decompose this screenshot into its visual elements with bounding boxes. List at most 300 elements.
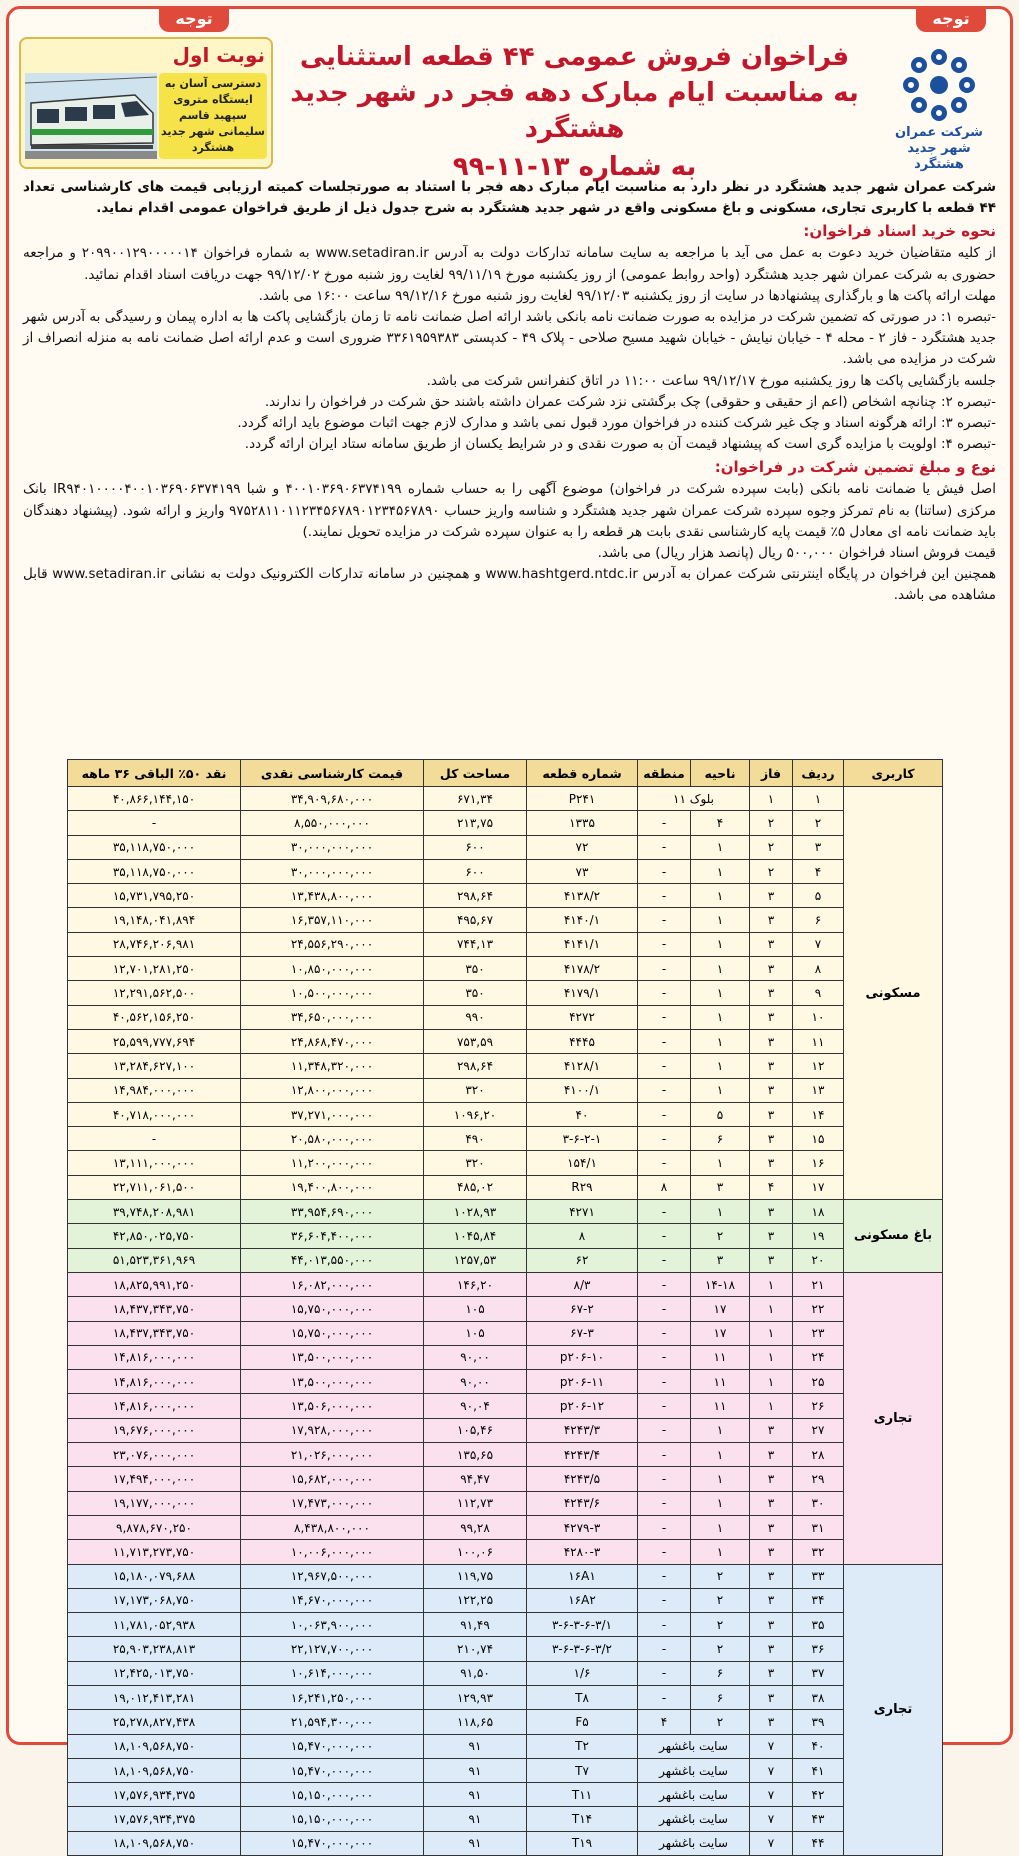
installment-price-cell: ۱۷,۴۹۴,۰۰۰,۰۰۰ <box>68 1467 241 1491</box>
table-row <box>68 1588 943 1612</box>
plot-number-cell: ۱۶A۲ <box>527 1588 638 1612</box>
plot-number-cell: ۴۲۷۱ <box>527 1200 638 1224</box>
table-row <box>68 1758 943 1782</box>
row-number-cell: ۳۹ <box>793 1710 844 1734</box>
zone-cell: ۸ <box>638 1175 691 1199</box>
installment-price-cell: ۱۹,۱۷۷,۰۰۰,۰۰۰ <box>68 1491 241 1515</box>
district-cell: ۱ <box>691 908 750 932</box>
installment-price-cell: ۲۵,۹۰۳,۲۳۸,۸۱۳ <box>68 1637 241 1661</box>
row-number-cell: ۹ <box>793 981 844 1005</box>
district-cell: ۱ <box>691 884 750 908</box>
plot-number-cell: T۲ <box>527 1734 638 1758</box>
zone-cell: - <box>638 932 691 956</box>
area-cell: ۱۰۴۵,۸۴ <box>424 1224 527 1248</box>
col-cash-price: قیمت کارشناسی نقدی <box>241 760 424 787</box>
area-cell: ۱۲۹,۹۳ <box>424 1685 527 1709</box>
zone-cell: - <box>638 1127 691 1151</box>
area-cell: ۱۰۵ <box>424 1297 527 1321</box>
district-cell: بلوک ۱۱ <box>638 787 750 811</box>
row-number-cell: ۳۸ <box>793 1685 844 1709</box>
note-3: -تبصره ۳: ارائه هرگونه اسناد و چک غیر شرکت کننده در فراخوان مورد قبول نمی باشد و مدارک لازم جهت اثبات موضوع باید ارائه گردد. <box>237 415 996 432</box>
plots-table <box>67 759 943 1856</box>
zone-cell: - <box>638 1151 691 1175</box>
zone-cell: - <box>638 1661 691 1685</box>
zone-cell: - <box>638 957 691 981</box>
area-cell: ۱۰۲۸,۹۳ <box>424 1200 527 1224</box>
plot-number-cell: ۴۱۴۰/۱ <box>527 908 638 932</box>
table-row <box>68 811 943 835</box>
table-row <box>68 1807 943 1831</box>
district-cell: ۱ <box>691 1467 750 1491</box>
table-row <box>68 1710 943 1734</box>
area-cell: ۹۰,۰۴ <box>424 1394 527 1418</box>
plot-number-cell: ۶۲ <box>527 1248 638 1272</box>
district-cell: ۲ <box>691 1710 750 1734</box>
phase-cell: ۳ <box>750 1248 793 1272</box>
zone-cell: - <box>638 1467 691 1491</box>
phase-cell: ۳ <box>750 1613 793 1637</box>
district-cell: ۱۱ <box>691 1370 750 1394</box>
district-cell: ۱ <box>691 957 750 981</box>
phase-cell: ۳ <box>750 1127 793 1151</box>
area-cell: ۲۹۸,۶۴ <box>424 884 527 908</box>
phase-cell: ۳ <box>750 1151 793 1175</box>
district-cell: ۱ <box>691 1029 750 1053</box>
phase-cell: ۳ <box>750 1564 793 1588</box>
cash-price-cell: ۱۱,۲۰۰,۰۰۰,۰۰۰ <box>241 1151 424 1175</box>
zone-cell: - <box>638 1248 691 1272</box>
notice-title <box>279 39 870 187</box>
table-row <box>68 1418 943 1442</box>
phase-cell: ۳ <box>750 1685 793 1709</box>
row-number-cell: ۳۳ <box>793 1564 844 1588</box>
plot-number-cell: ۴۱۴۱/۱ <box>527 932 638 956</box>
plot-number-cell: ۱۵۴/۱ <box>527 1151 638 1175</box>
row-number-cell: ۴۴ <box>793 1831 844 1855</box>
area-cell: ۱۰۹۶,۲۰ <box>424 1102 527 1126</box>
district-cell: ۱ <box>691 1491 750 1515</box>
col-phase: فاز <box>750 760 793 787</box>
table-row <box>68 1637 943 1661</box>
phase-cell: ۳ <box>750 932 793 956</box>
guarantee-section-title: نوع و مبلغ تضمین شرکت در فراخوان: <box>714 458 996 477</box>
phase-cell: ۱ <box>750 787 793 811</box>
logo-text-line1: شرکت عمران <box>895 125 983 140</box>
phase-cell: ۷ <box>750 1758 793 1782</box>
area-cell: ۹۹,۲۸ <box>424 1515 527 1539</box>
row-number-cell: ۶ <box>793 908 844 932</box>
zone-cell: - <box>638 1613 691 1637</box>
cash-price-cell: ۱۰,۰۶۳,۹۰۰,۰۰۰ <box>241 1613 424 1637</box>
plot-number-cell: p۲۰۶-۱۲ <box>527 1394 638 1418</box>
col-zone: منطقه <box>638 760 691 787</box>
row-number-cell: ۲۲ <box>793 1297 844 1321</box>
phase-cell: ۱ <box>750 1297 793 1321</box>
phase-cell: ۱ <box>750 1321 793 1345</box>
area-cell: ۹۹۰ <box>424 1005 527 1029</box>
phase-cell: ۳ <box>750 1102 793 1126</box>
district-cell: ۱ <box>691 932 750 956</box>
row-number-cell: ۸ <box>793 957 844 981</box>
district-cell: ۱ <box>691 1200 750 1224</box>
plot-number-cell: ۸ <box>527 1224 638 1248</box>
phase-cell: ۳ <box>750 1224 793 1248</box>
plot-number-cell: ۶۷-۲ <box>527 1297 638 1321</box>
district-cell: ۱ <box>691 859 750 883</box>
district-cell: ۲ <box>691 1637 750 1661</box>
row-number-cell: ۱۷ <box>793 1175 844 1199</box>
district-cell: ۶ <box>691 1685 750 1709</box>
plot-number-cell: T۱۱ <box>527 1783 638 1807</box>
col-row: ردیف <box>793 760 844 787</box>
installment-price-cell: ۱۸,۴۳۷,۳۴۳,۷۵۰ <box>68 1321 241 1345</box>
cash-price-cell: ۳۴,۹۰۹,۶۸۰,۰۰۰ <box>241 787 424 811</box>
installment-price-cell: ۴۲,۸۵۰,۰۲۵,۷۵۰ <box>68 1224 241 1248</box>
zone-cell: - <box>638 981 691 1005</box>
cash-price-cell: ۲۲,۱۲۷,۷۰۰,۰۰۰ <box>241 1637 424 1661</box>
purchase-paragraph-1: از کلیه متقاضیان خرید دعوت به عمل می آید با مراجعه به سایت سامانه تدارکات دولت به آدرس www.setadiran.ir به شماره فراخوان ۲۰۹۹۰۰۱۲۹۰۰۰۰۰۱۴ و مراجعه حضوری به شرکت عمران شهر جدید هشتگرد (واحد روابط عمومی) از روز یکشنبه مورخ ۹۹/۱۱/۱۹ لغایت روز شنبه مورخ ۹۹/۱۲/۰۲ جهت دریافت اسناد اقدام نمائید. <box>23 245 996 283</box>
table-row <box>68 908 943 932</box>
cash-price-cell: ۱۳,۵۰۶,۰۰۰,۰۰۰ <box>241 1394 424 1418</box>
phase-cell: ۲ <box>750 859 793 883</box>
installment-price-cell: ۱۸,۱۰۹,۵۶۸,۷۵۰ <box>68 1831 241 1855</box>
zone-cell: - <box>638 1005 691 1029</box>
banner-heading: نوبت اول <box>172 43 265 67</box>
table-row <box>68 1831 943 1855</box>
area-cell: ۱۰۰,۰۶ <box>424 1540 527 1564</box>
zone-cell: - <box>638 1588 691 1612</box>
district-cell: ۶ <box>691 1661 750 1685</box>
phase-cell: ۳ <box>750 1491 793 1515</box>
cash-price-cell: ۱۰,۸۵۰,۰۰۰,۰۰۰ <box>241 957 424 981</box>
installment-price-cell: ۱۷,۵۷۶,۹۳۴,۳۷۵ <box>68 1807 241 1831</box>
zone-cell: - <box>638 835 691 859</box>
zone-cell: - <box>638 1491 691 1515</box>
installment-price-cell: ۱۴,۸۱۶,۰۰۰,۰۰۰ <box>68 1370 241 1394</box>
usage-group-cell: مسکونی <box>844 787 943 1200</box>
zone-cell: - <box>638 1345 691 1369</box>
plot-number-cell: p۲۰۶-۱۱ <box>527 1370 638 1394</box>
installment-price-cell: ۱۳,۲۸۴,۶۲۷,۱۰۰ <box>68 1054 241 1078</box>
row-number-cell: ۴۳ <box>793 1807 844 1831</box>
zone-cell: - <box>638 908 691 932</box>
area-cell: ۹۰,۰۰ <box>424 1370 527 1394</box>
usage-group-cell: تجاری <box>844 1272 943 1564</box>
plot-number-cell: F۵ <box>527 1710 638 1734</box>
area-cell: ۷۵۳,۵۹ <box>424 1029 527 1053</box>
cash-price-cell: ۱۳,۴۳۸,۸۰۰,۰۰۰ <box>241 884 424 908</box>
row-number-cell: ۳۴ <box>793 1588 844 1612</box>
phase-cell: ۳ <box>750 1078 793 1102</box>
district-cell: ۱ <box>691 1418 750 1442</box>
table-row <box>68 1029 943 1053</box>
cash-price-cell: ۱۳,۵۰۰,۰۰۰,۰۰۰ <box>241 1370 424 1394</box>
area-cell: ۲۱۳,۷۵ <box>424 811 527 835</box>
plot-number-cell: ۴۰ <box>527 1102 638 1126</box>
zone-cell: - <box>638 1540 691 1564</box>
table-row <box>68 1345 943 1369</box>
table-row <box>68 1102 943 1126</box>
note-4: -تبصره ۴: اولویت با مزایده گری است که پیشنهاد قیمت آن به صورت نقدی و در شرایط یکسان از طریق سامانه ستاد ایران ارائه گردد. <box>244 436 996 453</box>
cash-price-cell: ۱۶,۰۸۲,۰۰۰,۰۰۰ <box>241 1272 424 1296</box>
zone-cell: - <box>638 1370 691 1394</box>
district-cell: ۶ <box>691 1127 750 1151</box>
usage-group-cell: تجاری <box>844 1564 943 1856</box>
row-number-cell: ۱۵ <box>793 1127 844 1151</box>
area-cell: ۴۹۵,۶۷ <box>424 908 527 932</box>
document-price: قیمت فروش اسناد فراخوان ۵۰۰,۰۰۰ ریال (پانصد هزار ریال) می باشد. <box>597 545 996 562</box>
installment-price-cell: ۱۱,۷۸۱,۰۵۲,۹۳۸ <box>68 1613 241 1637</box>
table-body <box>68 787 943 1856</box>
table-row <box>68 1491 943 1515</box>
plot-number-cell: ۴۱۳۸/۲ <box>527 884 638 908</box>
zone-cell: - <box>638 1321 691 1345</box>
area-cell: ۳۵۰ <box>424 957 527 981</box>
table-row <box>68 859 943 883</box>
district-cell: ۲ <box>691 1588 750 1612</box>
phase-cell: ۲ <box>750 811 793 835</box>
row-number-cell: ۳۵ <box>793 1613 844 1637</box>
plot-number-cell: ۴۱۲۸/۱ <box>527 1054 638 1078</box>
table-row <box>68 1394 943 1418</box>
row-number-cell: ۱ <box>793 787 844 811</box>
row-number-cell: ۳۰ <box>793 1491 844 1515</box>
title-line1: فراخوان فروش عمومی ۴۴ قطعه استثنایی <box>299 42 850 72</box>
purchase-paragraph-2: مهلت ارائه پاکت ها و بارگذاری پیشنهادها در سایت از روز یکشنبه ۹۹/۱۲/۰۳ لغایت روز شنبه مورخ ۹۹/۱۲/۱۶ ساعت ۱۶:۰۰ می باشد. <box>258 287 996 304</box>
plot-number-cell: ۴۲۷۲ <box>527 1005 638 1029</box>
installment-price-cell: ۱۹,۰۱۲,۴۱۳,۲۸۱ <box>68 1685 241 1709</box>
area-cell: ۱۱۹,۷۵ <box>424 1564 527 1588</box>
plot-number-cell: ۴۱۷۹/۱ <box>527 981 638 1005</box>
zone-cell: - <box>638 1297 691 1321</box>
phase-cell: ۳ <box>750 1540 793 1564</box>
installment-price-cell: ۲۲,۷۱۱,۰۶۱,۵۰۰ <box>68 1175 241 1199</box>
zone-cell: - <box>638 1394 691 1418</box>
notice-page <box>6 6 1013 1851</box>
plot-number-cell: ۶۷-۳ <box>527 1321 638 1345</box>
district-cell: ۱۱ <box>691 1394 750 1418</box>
website-info: همچنین این فراخوان در پایگاه اینترنتی شرکت عمران به آدرس www.hashtgerd.ntdc.ir و همچنین در سامانه تدارکات الکترونیک دولت به نشانی www.setadiran.ir قابل مشاهده می باشد. <box>23 566 997 604</box>
phase-cell: ۳ <box>750 1200 793 1224</box>
row-number-cell: ۲۱ <box>793 1272 844 1296</box>
opening-session: جلسه بازگشایی پاکت ها روز یکشنبه مورخ ۹۹/۱۲/۱۷ ساعت ۱۱:۰۰ در اتاق کنفرانس شرکت می باشد. <box>426 372 996 389</box>
guarantee-paragraph: اصل فیش یا ضمانت نامه بانکی (بابت سپرده شرکت در فراخوان) موضوع آگهی را به حساب شماره ۴۰۰۱۰۳۶۹۰۶۳۷۴۱۹۹ و شبا IR۹۴۰۱۰۰۰۰۴۰۰۱۰۳۶۹۰۶۳۷۴۱۹۹ بانک مرکزی (ساتنا) به نام تمرکز وجوه سپرده شرکت عمران شهر جدید هشتگرد و شناسه واریز حساب ۹۷۵۲۸۱۱۰۱۱۲۳۴۵۶۷۸۹۰۱۲۳۴۵۶۷۸۹۰ واریز و ارائه شود. (پیشنهاد دهندگان باید ضمانت نامه ای معادل ۵٪ قیمت پایه کارشناسی نقدی بابت هر قطعه را به عنوان سپرده شرکت در مزایده تحویل نمایند.) <box>23 481 996 540</box>
table-row <box>68 1783 943 1807</box>
row-number-cell: ۲۹ <box>793 1467 844 1491</box>
phase-cell: ۳ <box>750 1467 793 1491</box>
zone-cell: - <box>638 859 691 883</box>
phase-cell: ۳ <box>750 1418 793 1442</box>
phase-cell: ۷ <box>750 1807 793 1831</box>
phase-cell: ۳ <box>750 981 793 1005</box>
installment-price-cell: ۱۹,۱۴۸,۰۴۱,۸۹۴ <box>68 908 241 932</box>
table-row <box>68 1515 943 1539</box>
district-cell: ۱ <box>691 835 750 859</box>
district-cell: ۴ <box>691 811 750 835</box>
district-cell: ۱ <box>691 1005 750 1029</box>
phase-cell: ۳ <box>750 1054 793 1078</box>
cash-price-cell: ۲۴,۸۶۸,۴۷۰,۰۰۰ <box>241 1029 424 1053</box>
plot-number-cell: T۱۹ <box>527 1831 638 1855</box>
installment-price-cell: ۱۹,۶۷۶,۰۰۰,۰۰۰ <box>68 1418 241 1442</box>
area-cell: ۹۱ <box>424 1831 527 1855</box>
plot-number-cell: ۳-۶-۲-۱ <box>527 1127 638 1151</box>
plot-number-cell: ۱۳۳۵ <box>527 811 638 835</box>
district-cell: ۱ <box>691 1151 750 1175</box>
table-row <box>68 884 943 908</box>
installment-price-cell: ۱۴,۸۱۶,۰۰۰,۰۰۰ <box>68 1394 241 1418</box>
row-number-cell: ۱۰ <box>793 1005 844 1029</box>
plot-number-cell: ۳-۶-۳-۶-۳/۲ <box>527 1637 638 1661</box>
row-number-cell: ۴۰ <box>793 1734 844 1758</box>
phase-cell: ۳ <box>750 1637 793 1661</box>
attention-tag-right: توجه <box>916 6 986 32</box>
table-row <box>68 1248 943 1272</box>
phase-cell: ۱ <box>750 1370 793 1394</box>
district-cell: سایت باغشهر <box>638 1807 750 1831</box>
cash-price-cell: ۳۰,۰۰۰,۰۰۰,۰۰۰ <box>241 835 424 859</box>
table-row <box>68 957 943 981</box>
row-number-cell: ۱۱ <box>793 1029 844 1053</box>
banner-text: دسترسی آسان به ایستگاه متروی سپهبد قاسم سلیمانی شهر جدید هشتگرد <box>159 73 267 159</box>
table-row <box>68 787 943 811</box>
district-cell: ۵ <box>691 1102 750 1126</box>
phase-cell: ۴ <box>750 1175 793 1199</box>
phase-cell: ۳ <box>750 1710 793 1734</box>
installment-price-cell: ۲۵,۵۹۹,۷۷۷,۶۹۴ <box>68 1029 241 1053</box>
cash-price-cell: ۱۵,۶۸۲,۰۰۰,۰۰۰ <box>241 1467 424 1491</box>
cash-price-cell: ۱۰,۵۰۰,۰۰۰,۰۰۰ <box>241 981 424 1005</box>
zone-cell: - <box>638 1515 691 1539</box>
col-area: مساحت کل <box>424 760 527 787</box>
installment-price-cell: ۱۷,۵۷۶,۹۳۴,۳۷۵ <box>68 1783 241 1807</box>
plot-number-cell: ۴۱۰۰/۱ <box>527 1078 638 1102</box>
table-header-row <box>68 760 943 787</box>
installment-price-cell: ۳۹,۷۴۸,۲۰۸,۹۸۱ <box>68 1200 241 1224</box>
metro-train-icon <box>25 73 157 159</box>
district-cell: ۳ <box>691 1248 750 1272</box>
note-1: -تبصره ۱: در صورتی که تضمین شرکت در مزایده به صورت ضمانت نامه بانکی باشد ارائه اصل ضمانت نامه تا زمان بازگشایی پاکت ها به اداره پیمان و رسیدگی به آدرس شهر جدید هشتگرد - فاز ۲ - محله ۴ - خیابان نیایش - خیابان شهید مسیح صلاحی - پلاک ۴۹ - کدپستی ۳۳۶۱۹۵۹۳۸۳ ضروری است و عدم ارائه اصل ضمانت نامه به منزله انصراف از شرکت در مزایده می باشد. <box>23 309 996 368</box>
title-line2: به مناسبت ایام مبارک دهه فجر در شهر جدید هشتگرد <box>290 78 859 144</box>
installment-price-cell: ۱۵,۱۸۰,۰۷۹,۶۸۸ <box>68 1564 241 1588</box>
plot-number-cell: ۴۲۴۳/۳ <box>527 1418 638 1442</box>
phase-cell: ۳ <box>750 957 793 981</box>
area-cell: ۱۴۶,۲۰ <box>424 1272 527 1296</box>
installment-price-cell: - <box>68 811 241 835</box>
plot-number-cell: ۷۲ <box>527 835 638 859</box>
area-cell: ۳۲۰ <box>424 1151 527 1175</box>
cash-price-cell: ۱۱,۳۴۸,۳۲۰,۰۰۰ <box>241 1054 424 1078</box>
district-cell: سایت باغشهر <box>638 1734 750 1758</box>
district-cell: ۱ <box>691 981 750 1005</box>
cash-price-cell: ۱۷,۹۲۸,۰۰۰,۰۰۰ <box>241 1418 424 1442</box>
zone-cell: - <box>638 1637 691 1661</box>
phase-cell: ۱ <box>750 1272 793 1296</box>
table-row <box>68 1151 943 1175</box>
installment-price-cell: ۱۴,۹۸۴,۰۰۰,۰۰۰ <box>68 1078 241 1102</box>
plot-number-cell: ۴۲۴۳/۶ <box>527 1491 638 1515</box>
installment-price-cell: ۴۰,۷۱۸,۰۰۰,۰۰۰ <box>68 1102 241 1126</box>
table-row <box>68 1200 943 1224</box>
cash-price-cell: ۳۳,۹۵۴,۶۹۰,۰۰۰ <box>241 1200 424 1224</box>
installment-price-cell: ۹,۸۷۸,۶۷۰,۲۵۰ <box>68 1515 241 1539</box>
area-cell: ۱۰۵,۴۶ <box>424 1418 527 1442</box>
row-number-cell: ۴۲ <box>793 1783 844 1807</box>
phase-cell: ۷ <box>750 1831 793 1855</box>
district-cell: ۱ <box>691 1443 750 1467</box>
cash-price-cell: ۱۵,۴۷۰,۰۰۰,۰۰۰ <box>241 1734 424 1758</box>
table-row <box>68 1224 943 1248</box>
row-number-cell: ۲ <box>793 811 844 835</box>
notice-body <box>23 177 996 607</box>
phase-cell: ۱ <box>750 1394 793 1418</box>
plot-number-cell: ۴۱۷۸/۲ <box>527 957 638 981</box>
usage-group-cell: باغ مسکونی <box>844 1200 943 1273</box>
installment-price-cell: ۱۵,۷۳۱,۷۹۵,۲۵۰ <box>68 884 241 908</box>
plot-number-cell: ۴۴۴۵ <box>527 1029 638 1053</box>
zone-cell: - <box>638 1685 691 1709</box>
table-row <box>68 1175 943 1199</box>
installment-price-cell: ۱۸,۱۰۹,۵۶۸,۷۵۰ <box>68 1758 241 1782</box>
row-number-cell: ۱۹ <box>793 1224 844 1248</box>
zone-cell: - <box>638 1102 691 1126</box>
row-number-cell: ۲۰ <box>793 1248 844 1272</box>
installment-price-cell: ۱۷,۱۷۳,۰۶۸,۷۵۰ <box>68 1588 241 1612</box>
plot-number-cell: R۲۹ <box>527 1175 638 1199</box>
attention-tag-left: توجه <box>159 6 229 32</box>
district-cell: ۱۷ <box>691 1321 750 1345</box>
district-cell: ۱۴-۱۸ <box>691 1272 750 1296</box>
cash-price-cell: ۱۵,۴۷۰,۰۰۰,۰۰۰ <box>241 1758 424 1782</box>
plot-number-cell: ۷۳ <box>527 859 638 883</box>
district-cell: ۱ <box>691 1054 750 1078</box>
col-installment-price: نقد ۵۰٪ الباقی ۳۶ ماهه <box>68 760 241 787</box>
phase-cell: ۳ <box>750 1588 793 1612</box>
cash-price-cell: ۲۰,۵۸۰,۰۰۰,۰۰۰ <box>241 1127 424 1151</box>
area-cell: ۱۰۵ <box>424 1321 527 1345</box>
row-number-cell: ۲۳ <box>793 1321 844 1345</box>
plot-number-cell: ۱۶A۱ <box>527 1564 638 1588</box>
cash-price-cell: ۱۵,۷۵۰,۰۰۰,۰۰۰ <box>241 1297 424 1321</box>
district-cell: ۱۷ <box>691 1297 750 1321</box>
installment-price-cell: ۱۸,۴۳۷,۳۴۳,۷۵۰ <box>68 1297 241 1321</box>
cash-price-cell: ۴۴,۰۱۳,۵۵۰,۰۰۰ <box>241 1248 424 1272</box>
district-cell: ۲ <box>691 1564 750 1588</box>
table-row <box>68 1127 943 1151</box>
header <box>19 31 1000 181</box>
cash-price-cell: ۳۰,۰۰۰,۰۰۰,۰۰۰ <box>241 859 424 883</box>
row-number-cell: ۲۷ <box>793 1418 844 1442</box>
table-row <box>68 1564 943 1588</box>
cash-price-cell: ۱۲,۹۶۷,۵۰۰,۰۰۰ <box>241 1564 424 1588</box>
area-cell: ۱۳۵,۶۵ <box>424 1443 527 1467</box>
table-row <box>68 1613 943 1637</box>
cash-price-cell: ۲۱,۰۲۶,۰۰۰,۰۰۰ <box>241 1443 424 1467</box>
phase-cell: ۱ <box>750 1345 793 1369</box>
phase-cell: ۳ <box>750 1005 793 1029</box>
row-number-cell: ۳۶ <box>793 1637 844 1661</box>
company-logo <box>884 45 994 173</box>
phase-cell: ۷ <box>750 1783 793 1807</box>
row-number-cell: ۲۵ <box>793 1370 844 1394</box>
table-row <box>68 932 943 956</box>
cash-price-cell: ۱۵,۷۵۰,۰۰۰,۰۰۰ <box>241 1321 424 1345</box>
zone-cell: ۴ <box>638 1710 691 1734</box>
plot-number-cell: ۱/۶ <box>527 1661 638 1685</box>
table-row <box>68 1321 943 1345</box>
cash-price-cell: ۱۲,۸۰۰,۰۰۰,۰۰۰ <box>241 1078 424 1102</box>
cash-price-cell: ۱۶,۲۴۱,۲۵۰,۰۰۰ <box>241 1685 424 1709</box>
